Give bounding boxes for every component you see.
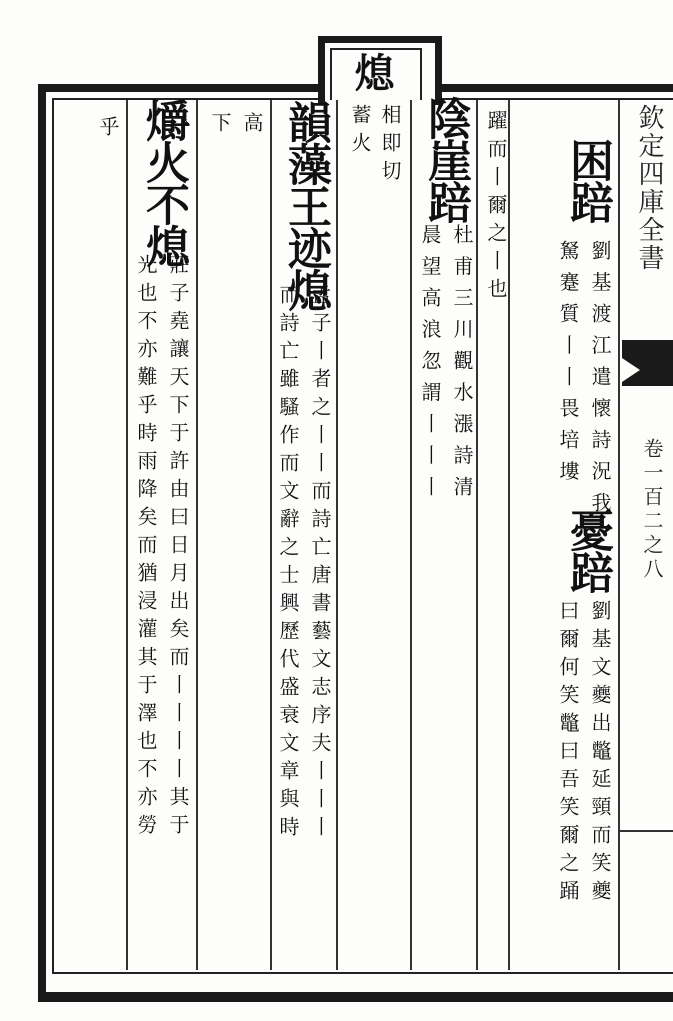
continuation-char: 下 [208, 112, 232, 144]
tab-headword: 熄 [348, 52, 395, 90]
entry-text-line: 莊子堯讓天下于許由曰日月出矣而丨丨丨丨其于 [166, 254, 190, 842]
entry-headword: 爝火不熄 [138, 98, 189, 266]
entry-text-line: 曰爾何笑鼈曰吾笑爾之踊 [556, 600, 580, 908]
continuation-char: 高 [240, 112, 264, 144]
column-divider [618, 100, 620, 970]
entry-headword: 憂踣 [562, 508, 613, 592]
entry-text-line: 杜甫三川觀水漲詩清 [450, 224, 474, 508]
entry-text-line: 光也不亦難乎時雨降矣而猶浸灌其于澤也不亦勞 [134, 254, 158, 842]
entry-headword: 陰崖踣 [420, 96, 471, 222]
volume-marker: 卷一百二之八 [640, 438, 664, 582]
column-divider [410, 100, 412, 970]
fishtail-notch [622, 358, 640, 382]
column-divider [196, 100, 198, 970]
tab-reading: 相即切 [378, 104, 402, 188]
margin-rule [618, 830, 673, 832]
column-divider [126, 100, 128, 970]
tab-gloss: 蓄火 [348, 104, 372, 160]
entry-text-line: 駑蹇質丨丨畏培塿 [556, 240, 580, 492]
column-divider [336, 100, 338, 970]
entry-text-line: 孟子丨者之丨丨而詩亡唐書藝文志序夫丨丨丨 [308, 284, 332, 844]
column-divider [476, 100, 478, 970]
entry-text-line: 劉基渡江遣懷詩況我 [588, 240, 612, 524]
entry-headword: 困踣 [562, 138, 613, 222]
entry-text-line: 晨望高浪忽謂丨丨丨 [418, 224, 442, 508]
entry-text-line: 劉基文夔出鼈延頸而笑夔 [588, 600, 612, 908]
entry-headword: 韻藻王迹熄 [280, 100, 331, 310]
continuation-char: 乎 [96, 116, 120, 148]
column-divider [508, 100, 510, 970]
entry-text-line: 而詩亡雖騷作而文辭之士興歷代盛衰文章與時 [276, 284, 300, 844]
continuation-text: 躍而丨爾之丨也 [484, 110, 508, 306]
column-divider [270, 100, 272, 970]
book-title: 欽定四庫全書 [634, 104, 664, 272]
